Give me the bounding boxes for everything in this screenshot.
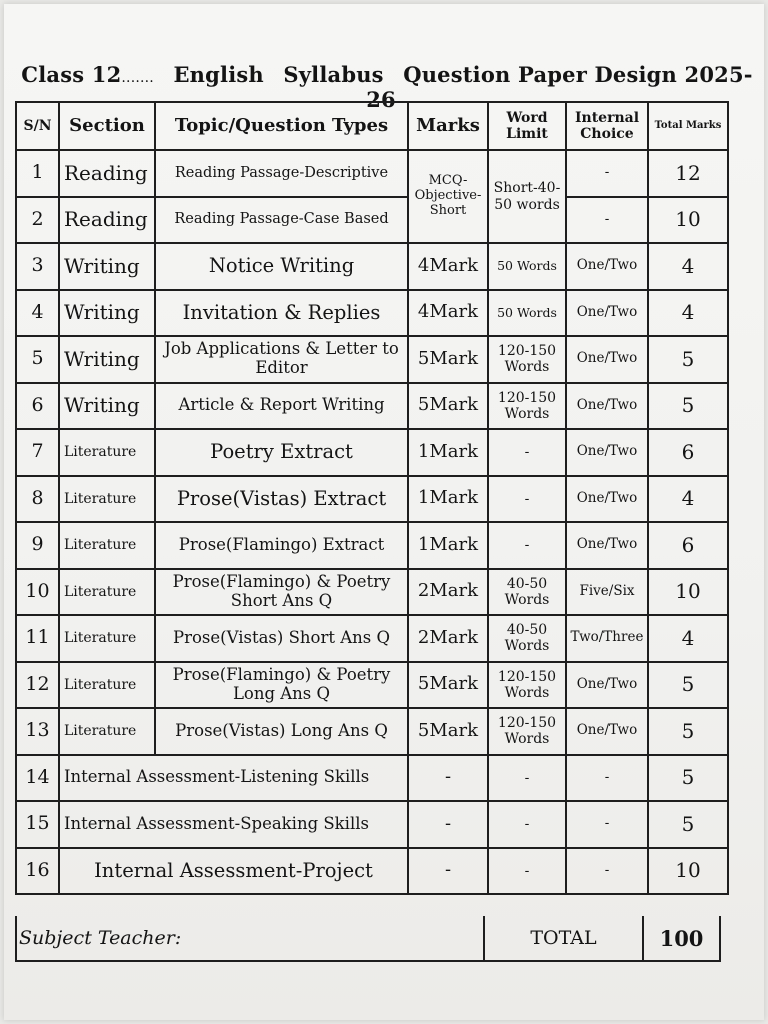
table-row (16, 662, 728, 709)
row-total: 5 (648, 755, 728, 802)
row-topic: Poetry Extract (155, 429, 408, 476)
row-choice: One/Two (566, 522, 648, 569)
header-marks: Marks (408, 102, 488, 150)
row-choice: One/Two (566, 336, 648, 383)
row-topic: Reading Passage-Descriptive (155, 150, 408, 197)
row-sn: 6 (16, 383, 59, 430)
row-topic: Prose(Vistas) Extract (155, 476, 408, 523)
row-sn: 2 (16, 197, 59, 244)
row-section: Literature (59, 708, 155, 755)
row-total: 10 (648, 848, 728, 895)
row-section: Reading (59, 150, 155, 197)
row-sn: 4 (16, 290, 59, 337)
header-section: Section (59, 102, 155, 150)
header-internal-choice: Internal Choice (566, 102, 648, 150)
header-sn: S/N (16, 102, 59, 150)
reading-marks: MCQ-Objective-Short (408, 150, 488, 243)
row-word-limit: 40-50 Words (488, 615, 566, 662)
row-section: Writing (59, 290, 155, 337)
table-row (16, 336, 728, 383)
syllabus-table (15, 101, 729, 895)
row-topic: Job Applications & Letter to Editor (155, 336, 408, 383)
row-sn: 16 (16, 848, 59, 895)
row-total: 5 (648, 336, 728, 383)
table-row (16, 615, 728, 662)
title-subject: English (173, 62, 264, 87)
reading-word-limit: Short-40-50 words (488, 150, 566, 243)
row-word-limit: 120-150 Words (488, 662, 566, 709)
header-total-marks: Total Marks (648, 102, 728, 150)
table-row (16, 476, 728, 523)
row-word-limit: 120-150 Words (488, 336, 566, 383)
table-row (16, 801, 728, 848)
header-row (16, 102, 728, 150)
row-sn: 15 (16, 801, 59, 848)
total-value: 100 (659, 925, 704, 951)
row-topic: Article & Report Writing (155, 383, 408, 430)
row-total: 6 (648, 429, 728, 476)
row-marks: - (408, 848, 488, 895)
row-choice: One/Two (566, 383, 648, 430)
row-marks: 4Mark (408, 243, 488, 290)
row-section: Literature (59, 662, 155, 709)
row-word-limit: - (488, 755, 566, 802)
table-row (16, 150, 728, 197)
row-total: 12 (648, 150, 728, 197)
table-footer (15, 916, 721, 962)
row-sn: 1 (16, 150, 59, 197)
row-assessment: Internal Assessment-Speaking Skills (59, 801, 408, 848)
row-topic: Prose(Vistas) Long Ans Q (155, 708, 408, 755)
row-total: 6 (648, 522, 728, 569)
row-choice: Two/Three (566, 615, 648, 662)
row-total: 4 (648, 476, 728, 523)
row-marks: - (408, 755, 488, 802)
row-word-limit: 120-150 Words (488, 383, 566, 430)
row-topic: Invitation & Replies (155, 290, 408, 337)
row-total: 5 (648, 383, 728, 430)
row-choice: One/Two (566, 708, 648, 755)
total-label: TOTAL (485, 916, 644, 960)
row-choice: One/Two (566, 290, 648, 337)
row-total: 10 (648, 197, 728, 244)
row-section: Literature (59, 429, 155, 476)
row-total: 5 (648, 801, 728, 848)
table-row (16, 708, 728, 755)
row-choice: One/Two (566, 662, 648, 709)
row-word-limit: - (488, 522, 566, 569)
row-sn: 14 (16, 755, 59, 802)
row-assessment: Internal Assessment-Project (59, 848, 408, 895)
row-word-limit: - (488, 429, 566, 476)
row-word-limit: - (488, 476, 566, 523)
row-marks: - (408, 801, 488, 848)
row-section: Literature (59, 476, 155, 523)
row-section: Literature (59, 569, 155, 616)
row-sn: 12 (16, 662, 59, 709)
row-choice: One/Two (566, 476, 648, 523)
row-section: Literature (59, 615, 155, 662)
row-marks: 1Mark (408, 476, 488, 523)
row-sn: 7 (16, 429, 59, 476)
row-word-limit: 40-50 Words (488, 569, 566, 616)
subject-teacher-label: Subject Teacher: (17, 916, 485, 960)
row-word-limit: 50 Words (488, 243, 566, 290)
title-design: Question Paper Design 2025-26 (366, 62, 753, 112)
row-marks: 1Mark (408, 522, 488, 569)
table-row (16, 569, 728, 616)
row-total: 5 (648, 662, 728, 709)
table-row (16, 197, 728, 244)
table-row (16, 755, 728, 802)
row-marks: 5Mark (408, 708, 488, 755)
row-word-limit: - (488, 848, 566, 895)
row-total: 4 (648, 290, 728, 337)
row-total: 4 (648, 615, 728, 662)
row-total: 5 (648, 708, 728, 755)
row-choice: - (566, 755, 648, 802)
row-sn: 13 (16, 708, 59, 755)
row-section: Literature (59, 522, 155, 569)
row-marks: 2Mark (408, 569, 488, 616)
row-topic: Notice Writing (155, 243, 408, 290)
row-sn: 3 (16, 243, 59, 290)
row-marks: 2Mark (408, 615, 488, 662)
row-section: Writing (59, 383, 155, 430)
row-marks: 4Mark (408, 290, 488, 337)
header-topic: Topic/Question Types (155, 102, 408, 150)
row-sn: 9 (16, 522, 59, 569)
table-row (16, 243, 728, 290)
row-sn: 10 (16, 569, 59, 616)
row-sn: 5 (16, 336, 59, 383)
row-marks: 1Mark (408, 429, 488, 476)
row-section: Reading (59, 197, 155, 244)
row-word-limit: - (488, 801, 566, 848)
table-row (16, 290, 728, 337)
header-word-limit: Word Limit (488, 102, 566, 150)
row-marks: 5Mark (408, 336, 488, 383)
row-marks: 5Mark (408, 383, 488, 430)
row-sn: 8 (16, 476, 59, 523)
row-word-limit: 120-150 Words (488, 708, 566, 755)
row-topic: Prose(Flamingo) & Poetry Long Ans Q (155, 662, 408, 709)
table-row (16, 429, 728, 476)
row-total: 10 (648, 569, 728, 616)
row-section: Writing (59, 243, 155, 290)
row-section: Writing (59, 336, 155, 383)
row-choice: Five/Six (566, 569, 648, 616)
row-sn: 11 (16, 615, 59, 662)
row-topic: Reading Passage-Case Based (155, 197, 408, 244)
row-choice: - (566, 848, 648, 895)
row-choice: - (566, 150, 648, 197)
row-marks: 5Mark (408, 662, 488, 709)
row-assessment: Internal Assessment-Listening Skills (59, 755, 408, 802)
row-topic: Prose(Flamingo) & Poetry Short Ans Q (155, 569, 408, 616)
row-word-limit: 50 Words (488, 290, 566, 337)
row-topic: Prose(Vistas) Short Ans Q (155, 615, 408, 662)
row-choice: One/Two (566, 429, 648, 476)
table-row (16, 522, 728, 569)
row-total: 4 (648, 243, 728, 290)
row-choice: - (566, 197, 648, 244)
row-topic: Prose(Flamingo) Extract (155, 522, 408, 569)
table-row (16, 383, 728, 430)
row-choice: - (566, 801, 648, 848)
title-syllabus: Syllabus (283, 62, 384, 87)
title-class: Class 12....... (21, 62, 154, 87)
row-choice: One/Two (566, 243, 648, 290)
table-row (16, 848, 728, 895)
